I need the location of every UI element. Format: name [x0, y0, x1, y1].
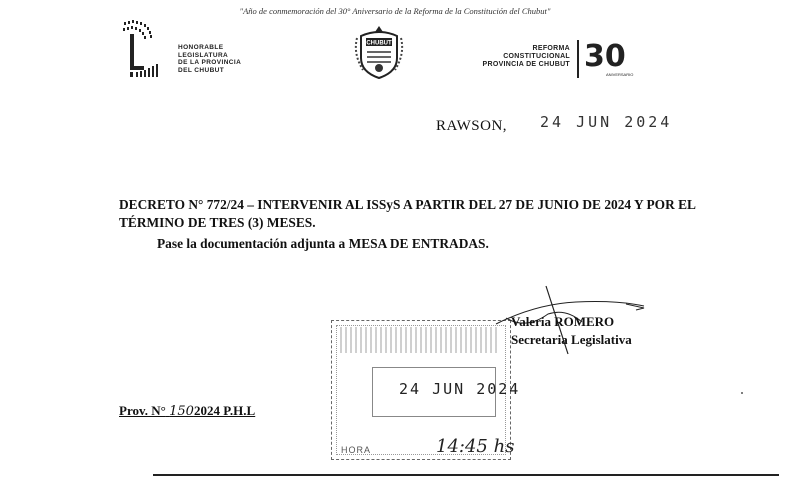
commemorative-motto: "Año de conmemoración del 30° Aniversario de la Reforma de la Constitución del Chubut": [239, 6, 551, 16]
reference-prefix: Prov. N°: [119, 403, 166, 418]
header-divider: [577, 40, 579, 78]
svg-text:ANIVERSARIO: ANIVERSARIO: [606, 72, 634, 77]
decree-text: DECRETO N° 772/24 – INTERVENIR AL ISSyS A PARTIR DEL 27 DE JUNIO DE 2024 Y POR EL TÉRMINO DE TRES (3) MESES.: [119, 197, 696, 230]
legislature-line: HONORABLE: [178, 44, 224, 51]
signer-role: Secretaria Legislativa: [511, 332, 632, 347]
svg-text:CHUBUT: CHUBUT: [366, 40, 392, 47]
reform-title: [452, 45, 570, 69]
legislature-line: DEL CHUBUT: [178, 66, 225, 74]
anniversary-30-logo: [582, 36, 634, 80]
bottom-rule: [153, 474, 779, 476]
instruction-text: Pase la documentación adjunta a MESA DE ENTRADAS.: [157, 236, 489, 251]
stamp-date: 24 JUN 2024: [399, 380, 521, 398]
stamp-hora-value: 14:45 hs: [436, 436, 515, 457]
stamp-header-smudge: [340, 327, 500, 353]
reform-line: PROVINCIA DE CHUBUT: [482, 61, 570, 68]
reference-number: [119, 403, 255, 419]
chubut-seal-icon: [353, 24, 405, 80]
place-city: RAWSON,: [436, 118, 508, 134]
legislature-line: DE LA PROVINCIA: [178, 59, 242, 66]
legislature-name: [178, 44, 241, 74]
signer-name: Valeria ROMERO: [511, 314, 615, 329]
reform-line: CONSTITUCIONAL: [503, 53, 570, 60]
scan-speck: [741, 392, 743, 394]
reference-handwritten-number: 150: [169, 404, 194, 419]
reform-line: REFORMA: [532, 45, 570, 52]
stamp-hora-label: HORA: [341, 445, 372, 455]
legislature-line: LEGISLATURA: [178, 51, 229, 59]
stamped-date: 24 JUN 2024: [540, 113, 673, 131]
legislature-logo: [120, 20, 160, 80]
reference-suffix: 2024 P.H.L: [193, 403, 256, 418]
svg-text:30: 30: [584, 39, 626, 74]
